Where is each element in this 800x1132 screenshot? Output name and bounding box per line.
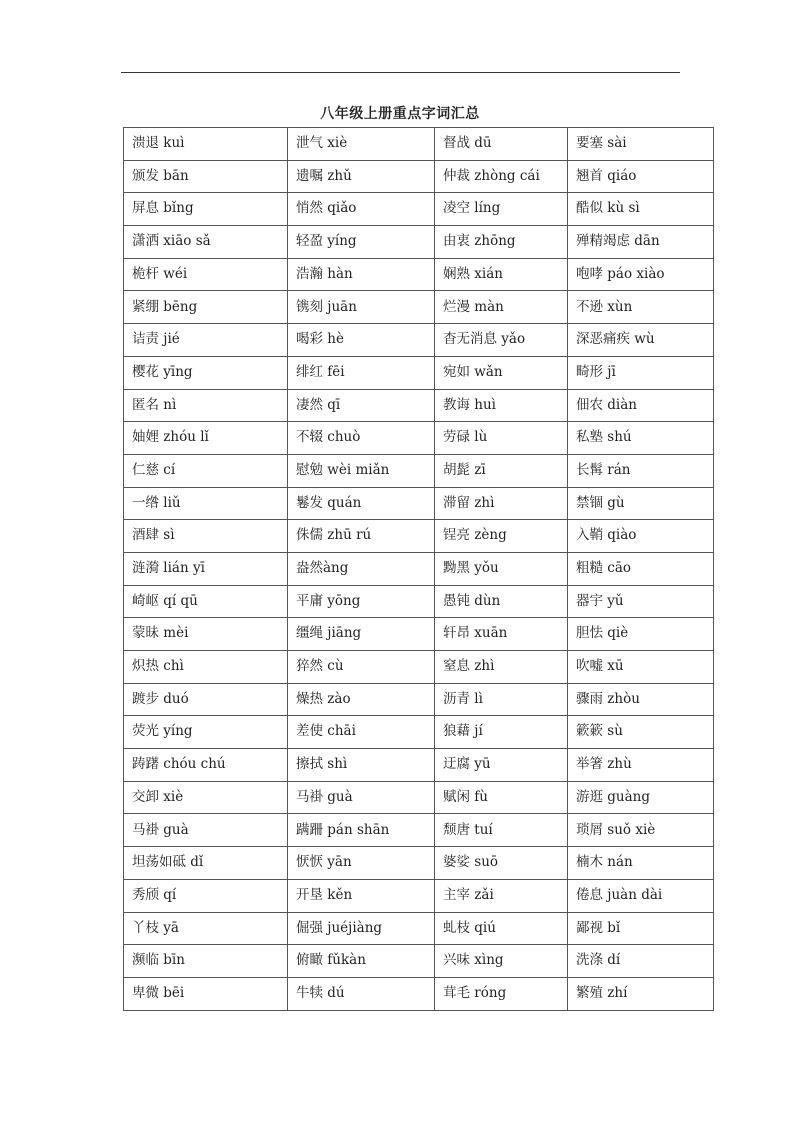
vocabulary-table [123,127,714,1011]
vocab-cell: 凌空 líng [435,193,568,226]
table-row [124,128,714,161]
vocab-cell: 婆娑 suō [435,847,568,880]
vocab-cell: 镌刻 juān [288,291,435,324]
vocab-cell: 开垦 kěn [288,879,435,912]
vocab-cell: 由衷 zhōng [435,226,568,259]
vocab-cell: 平庸 yōng [288,585,435,618]
vocab-cell: 主宰 zǎi [435,879,568,912]
vocab-cell: 狼藉 jí [435,716,568,749]
vocab-cell: 凄然 qī [288,389,435,422]
table-row [124,422,714,455]
vocab-cell: 崎岖 qí qū [124,585,288,618]
vocab-cell: 殚精竭虑 dān [568,226,714,259]
vocab-cell: 秀颀 qí [124,879,288,912]
vocab-cell: 蹒跚 pán shān [288,814,435,847]
vocab-cell: 遗嘱 zhǔ [288,160,435,193]
vocab-cell: 踱步 duó [124,683,288,716]
vocab-cell: 茸毛 róng [435,977,568,1010]
vocab-cell: 桅杆 wéi [124,258,288,291]
table-row [124,847,714,880]
header-rule [121,72,680,73]
vocab-cell: 鬈发 quán [288,487,435,520]
vocab-cell: 窒息 zhì [435,651,568,684]
vocab-cell: 琐屑 suǒ xiè [568,814,714,847]
vocab-cell: 黝黑 yǒu [435,552,568,585]
vocab-cell: 慰勉 wèi miǎn [288,454,435,487]
table-row [124,814,714,847]
vocab-cell: 吹嘘 xū [568,651,714,684]
table-row [124,716,714,749]
vocab-cell: 屏息 bǐng [124,193,288,226]
table-row [124,585,714,618]
vocab-cell: 猝然 cù [288,651,435,684]
vocab-cell: 胡髭 zī [435,454,568,487]
vocab-cell: 沥青 lì [435,683,568,716]
vocab-cell: 樱花 yīng [124,356,288,389]
vocab-cell: 要塞 sài [568,128,714,161]
vocab-cell: 轻盈 yíng [288,226,435,259]
vocab-cell: 咆哮 páo xiào [568,258,714,291]
table-row [124,552,714,585]
vocab-cell: 器宇 yǔ [568,585,714,618]
vocab-cell: 丫枝 yā [124,912,288,945]
vocab-cell: 绯红 fēi [288,356,435,389]
vocab-cell: 缰绳 jiāng [288,618,435,651]
vocab-cell: 交卸 xiè [124,781,288,814]
vocab-cell: 楠木 nán [568,847,714,880]
vocab-cell: 虬枝 qiú [435,912,568,945]
table-row [124,291,714,324]
vocab-cell: 簌簌 sù [568,716,714,749]
table-row [124,520,714,553]
vocab-cell: 濒临 bīn [124,945,288,978]
vocab-cell: 愚钝 dùn [435,585,568,618]
vocab-cell: 游逛 guàng [568,781,714,814]
vocab-cell: 繁殖 zhí [568,977,714,1010]
vocab-cell: 鄙视 bǐ [568,912,714,945]
vocab-cell: 佃农 diàn [568,389,714,422]
page-title: 八年级上册重点字词汇总 [320,106,480,122]
table-row [124,945,714,978]
vocab-cell: 仁慈 cí [124,454,288,487]
table-row [124,749,714,782]
vocab-cell: 悄然 qiǎo [288,193,435,226]
vocab-cell: 教诲 huì [435,389,568,422]
vocab-cell: 仲裁 zhòng cái [435,160,568,193]
vocab-cell: 踌躇 chóu chú [124,749,288,782]
vocab-cell: 骤雨 zhòu [568,683,714,716]
vocab-cell: 劳碌 lù [435,422,568,455]
vocab-cell: 颓唐 tuí [435,814,568,847]
vocab-cell: 蒙昧 mèi [124,618,288,651]
vocab-cell: 坦荡如砥 dǐ [124,847,288,880]
vocab-cell: 侏儒 zhū rú [288,520,435,553]
vocab-cell: 娴熟 xián [435,258,568,291]
vocab-cell: 粗糙 cāo [568,552,714,585]
vocab-cell: 潇洒 xiāo sǎ [124,226,288,259]
vocab-cell: 荧光 yíng [124,716,288,749]
vocab-cell: 泄气 xiè [288,128,435,161]
vocab-cell: 赋闲 fù [435,781,568,814]
table-row [124,226,714,259]
vocab-cell: 溃退 kuì [124,128,288,161]
vocab-cell: 兴味 xìng [435,945,568,978]
vocab-cell: 紧绷 bēng [124,291,288,324]
table-row [124,356,714,389]
vocab-cell: 杳无消息 yǎo [435,324,568,357]
table-row [124,683,714,716]
vocab-cell: 督战 dū [435,128,568,161]
table-row [124,324,714,357]
vocab-cell: 酒肆 sì [124,520,288,553]
vocab-cell: 私塾 shú [568,422,714,455]
table-row [124,487,714,520]
vocab-cell: 浩瀚 hàn [288,258,435,291]
vocab-cell: 洗涤 dí [568,945,714,978]
vocab-cell: 轩昂 xuān [435,618,568,651]
vocab-cell: 入鞘 qiào [568,520,714,553]
table-row [124,160,714,193]
vocab-cell: 宛如 wǎn [435,356,568,389]
vocab-cell: 深恶痛疾 wù [568,324,714,357]
vocab-cell: 倦息 juàn dài [568,879,714,912]
vocab-cell: 举箸 zhù [568,749,714,782]
vocab-cell: 妯娌 zhóu lǐ [124,422,288,455]
vocab-cell: 翘首 qiáo [568,160,714,193]
table-row [124,781,714,814]
vocab-cell: 匿名 nì [124,389,288,422]
vocab-cell: 畸形 jī [568,356,714,389]
vocab-cell: 锃亮 zèng [435,520,568,553]
vocab-cell: 不辍 chuò [288,422,435,455]
vocab-cell: 马褂 guà [288,781,435,814]
vocab-cell: 牛犊 dú [288,977,435,1010]
vocab-cell: 胆怯 qiè [568,618,714,651]
vocab-cell: 涟漪 lián yī [124,552,288,585]
vocab-cell: 盎然àng [288,552,435,585]
table-row [124,977,714,1010]
vocab-cell: 卑微 bēi [124,977,288,1010]
vocab-cell: 迂腐 yū [435,749,568,782]
vocab-cell: 马褂 guà [124,814,288,847]
vocab-cell: 倔强 juéjiàng [288,912,435,945]
table-row [124,912,714,945]
vocab-cell: 擦拭 shì [288,749,435,782]
vocab-cell: 酷似 kù sì [568,193,714,226]
vocab-cell: 喝彩 hè [288,324,435,357]
vocab-cell: 俯瞰 fǔkàn [288,945,435,978]
vocab-cell: 燥热 zào [288,683,435,716]
vocab-cell: 不逊 xùn [568,291,714,324]
vocab-cell: 一绺 liǔ [124,487,288,520]
vocab-cell: 炽热 chì [124,651,288,684]
vocab-cell: 烂漫 màn [435,291,568,324]
table-row [124,651,714,684]
vocab-cell: 差使 chāi [288,716,435,749]
vocab-cell: 颁发 bān [124,160,288,193]
table-row [124,193,714,226]
table-row [124,454,714,487]
vocab-cell: 长髯 rán [568,454,714,487]
table-row [124,879,714,912]
table-row [124,389,714,422]
vocab-cell: 诘责 jié [124,324,288,357]
table-row [124,618,714,651]
vocab-cell: 禁锢 gù [568,487,714,520]
vocab-cell: 滞留 zhì [435,487,568,520]
table-row [124,258,714,291]
vocab-cell: 恹恹 yān [288,847,435,880]
